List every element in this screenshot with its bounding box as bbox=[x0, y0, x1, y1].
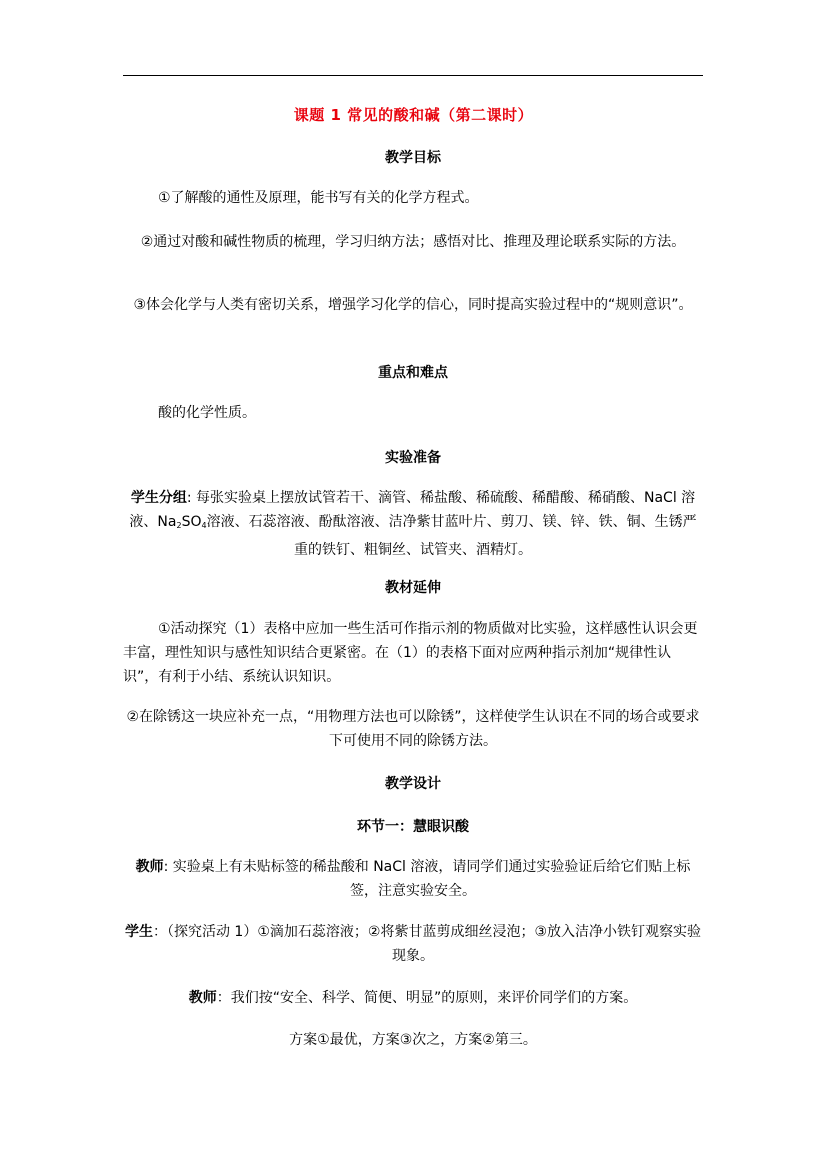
design-heading: 教学设计 bbox=[385, 776, 441, 792]
extension-item-2: ②在除锈这一块应补充一点，“用物理方法也可以除锈”，这样使学生认识在不同的场合或要求下可使用不同的除锈方法。 bbox=[126, 709, 700, 749]
prep-paragraph: 学生分组: 每张实验桌上摆放试管若干、滴管、稀盐酸、稀硫酸、稀醋酸、稀硝酸、NaCl 溶液、$Na_2SO_4$溶液、石蕊溶液、酚酞溶液、洁净紫甘蓝叶片、剪刀、镁、锌、铁、铜、生锈严重的铁钉、粗铜丝、试管夹、酒精灯。 bbox=[129, 490, 697, 558]
goal-item-1: ①了解酸的通性及原理，能书写有关的化学方程式。 bbox=[158, 190, 479, 206]
student-paragraph: 学生：（探究活动 1）①滴加石蕊溶液；②将紫甘蓝剪成细丝浸泡；③放入洁净小铁钉观察实验现象。 bbox=[124, 924, 701, 964]
prep-heading: 实验准备 bbox=[385, 450, 441, 466]
goal-item-2: ②通过对酸和碱性物质的梳理，学习归纳方法；感悟对比、推理及理论联系实际的方法。 bbox=[140, 234, 686, 250]
student-label: 学生 bbox=[124, 924, 153, 940]
step-heading: 环节一：慧眼识酸 bbox=[357, 819, 469, 835]
key-points-text: 酸的化学性质。 bbox=[158, 405, 256, 421]
teacher-paragraph-1: 教师: 实验桌上有未贴标签的稀盐酸和 NaCl 溶液，请同学们通过实验验证后给它们贴上标签，注意实验安全。 bbox=[135, 859, 691, 899]
goal-item-3: ③体会化学与人类有密切关系，增强学习化学的信心，同时提高实验过程中的“规则意识”。 bbox=[133, 297, 693, 313]
key-points-heading: 重点和难点 bbox=[378, 365, 448, 381]
header-rule bbox=[123, 75, 703, 76]
goals-heading: 教学目标 bbox=[385, 150, 441, 166]
teacher-label: 教师 bbox=[188, 990, 217, 1006]
prep-label: 学生分组 bbox=[130, 490, 187, 506]
teacher-label: 教师 bbox=[135, 859, 164, 875]
extension-item-1: ①活动探究（1）表格中应加一些生活可作指示剂的物质做对比实验，这样感性认识会更丰富，理性知识与感性知识结合更紧密。在（1）的表格下面对应两种指示剂加“规律性认识”，有利于小结、系统认识知识。 bbox=[123, 621, 698, 685]
extension-heading: 教材延伸 bbox=[385, 580, 441, 596]
conclusion-text: 方案①最优，方案③次之，方案②第三。 bbox=[289, 1032, 537, 1048]
teacher-paragraph-2: 教师：我们按“安全、科学、简便、明显”的原则，来评价同学们的方案。 bbox=[188, 990, 638, 1006]
lesson-title: 课题 1 常见的酸和碱（第二课时） bbox=[293, 106, 534, 124]
